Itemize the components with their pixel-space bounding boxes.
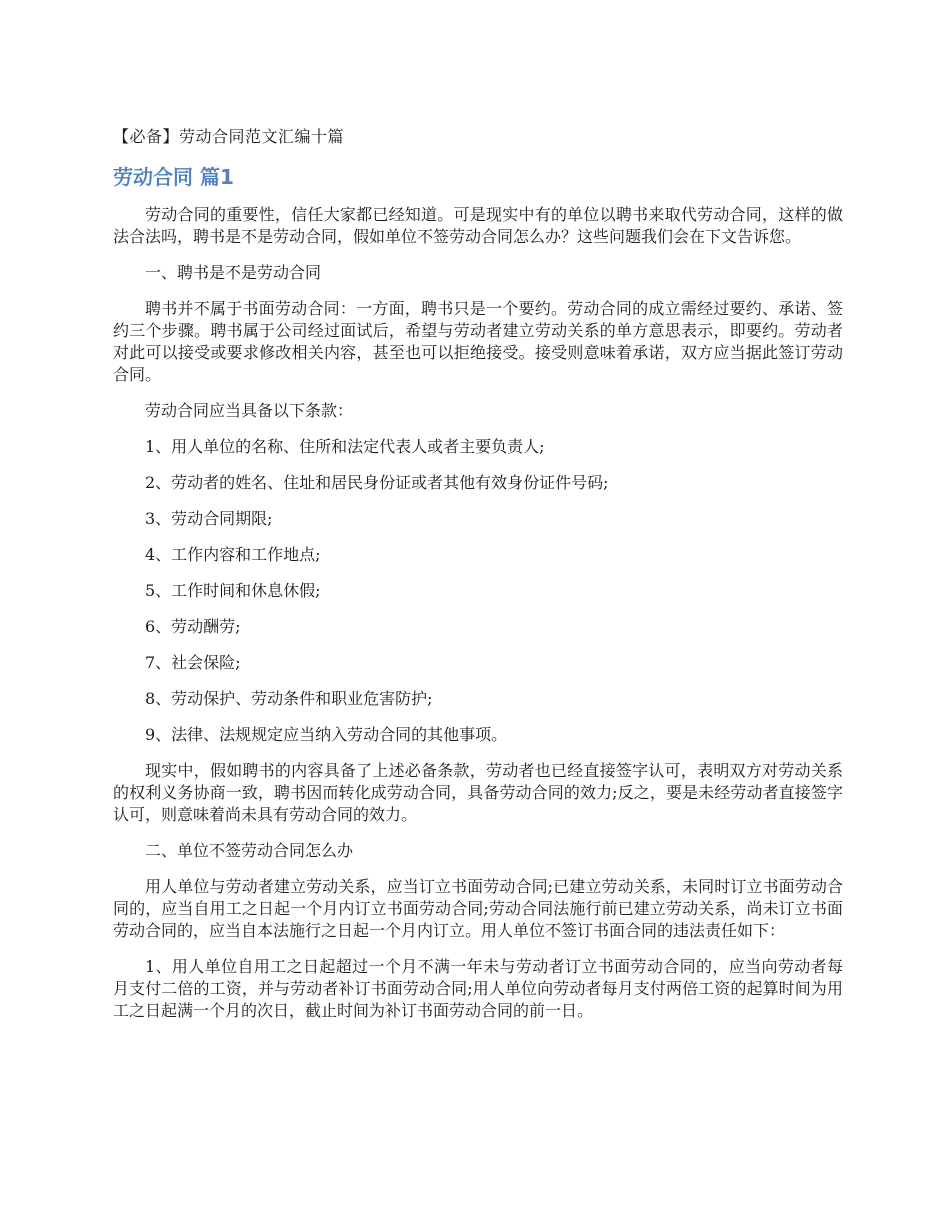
list-item: 3、劳动合同期限; <box>145 509 273 528</box>
body-paragraph: 1、用人单位自用工之日起超过一个月不满一年未与劳动者订立书面劳动合同的，应当向劳动者每月支付二倍的工资，并与劳动者补订书面劳动合同;用人单位向劳动者每月支付两倍工资的起算时间为用工之日起满一个月的次日，截止时间为补订书面劳动合同的前一日。 <box>113 957 843 1020</box>
document-body <box>113 204 843 1036</box>
body-paragraph: 聘书并不属于书面劳动合同：一方面，聘书只是一个要约。劳动合同的成立需经过要约、承诺、签约三个步骤。聘书属于公司经过面试后，希望与劳动者建立劳动关系的单方意思表示，即要约。劳动者对此可以接受或要求修改相关内容，甚至也可以拒绝接受。接受则意味着承诺，双方应当据此签订劳动合同。 <box>113 299 843 384</box>
intro-paragraph: 劳动合同的重要性，信任大家都已经知道。可是现实中有的单位以聘书来取代劳动合同，这样的做法合法吗，聘书是不是劳动合同，假如单位不签劳动合同怎么办？这些问题我们会在下文告诉您。 <box>113 205 843 246</box>
document-title: 【必备】劳动合同范文汇编十篇 <box>113 127 345 146</box>
body-paragraph: 劳动合同应当具备以下条款： <box>145 401 354 420</box>
section-heading: 劳动合同 篇1 <box>113 165 234 189</box>
list-item: 4、工作内容和工作地点; <box>145 545 321 564</box>
body-paragraph: 用人单位与劳动者建立劳动关系，应当订立书面劳动合同;已建立劳动关系，未同时订立书面劳动合同的，应当自用工之日起一个月内订立书面劳动合同;劳动合同法施行前已建立劳动关系，尚未订立书面劳动合同的，应当自本法施行之日起一个月内订立。用人单位不签订书面合同的违法责任如下： <box>113 877 843 940</box>
body-paragraph: 现实中，假如聘书的内容具备了上述必备条款，劳动者也已经直接签字认可，表明双方对劳动关系的权利义务协商一致，聘书因而转化成劳动合同，具备劳动合同的效力;反之，要是未经劳动者直接签字认可，则意味着尚未具有劳动合同的效力。 <box>113 761 843 824</box>
list-item: 5、工作时间和休息休假; <box>145 581 321 600</box>
list-item: 6、劳动酬劳; <box>145 617 241 636</box>
subheading-1: 一、聘书是不是劳动合同 <box>145 263 322 282</box>
list-item: 2、劳动者的姓名、住址和居民身份证或者其他有效身份证件号码; <box>145 473 609 492</box>
subheading-2: 二、单位不签劳动合同怎么办 <box>145 841 354 860</box>
list-item: 9、法律、法规规定应当纳入劳动合同的其他事项。 <box>145 725 508 744</box>
list-item: 7、社会保险; <box>145 653 241 672</box>
list-item: 1、用人单位的名称、住所和法定代表人或者主要负责人; <box>145 437 545 456</box>
list-item: 8、劳动保护、劳动条件和职业危害防护; <box>145 689 433 708</box>
